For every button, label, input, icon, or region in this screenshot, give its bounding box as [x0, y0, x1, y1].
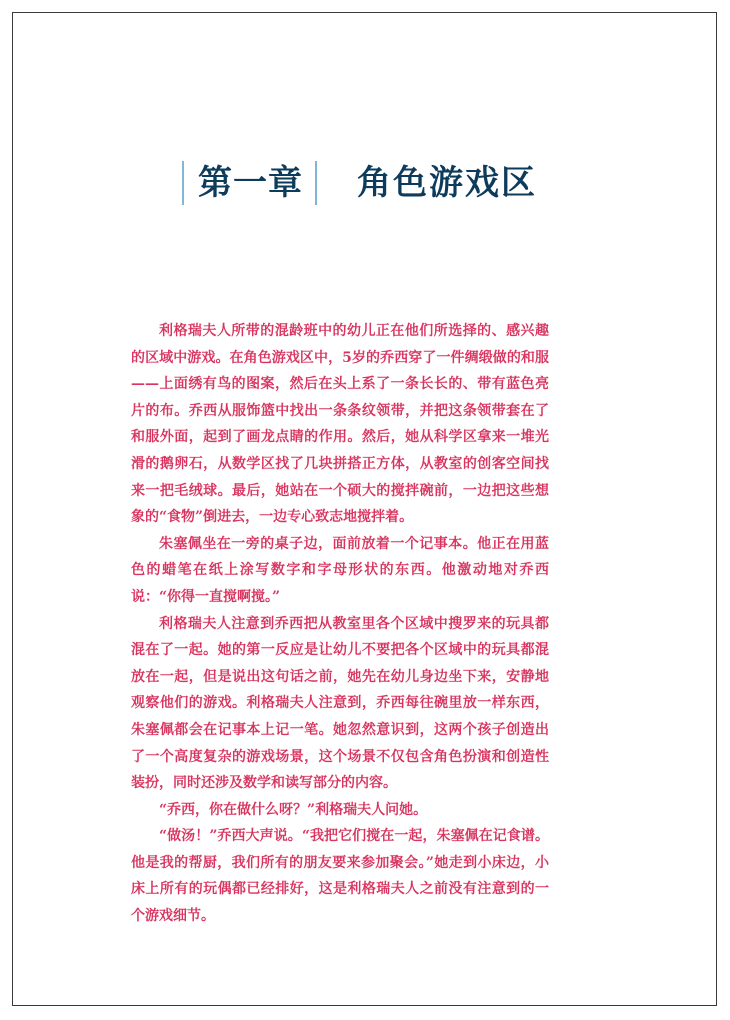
heading-bar-left — [182, 161, 184, 205]
chapter-title: 角色游戏区 — [357, 163, 537, 203]
paragraph: “乔西，你在做什么呀？”利格瑞夫人问她。 — [159, 801, 428, 818]
heading-bar-right — [315, 161, 317, 205]
chapter-heading — [182, 160, 537, 206]
paragraph: 利格瑞夫人所带的混龄班中的幼儿正在他们所选择的、感兴趣的区域中游戏。在角色游戏区中，5岁的乔西穿了一件绸缎做的和服——上面绣有鸟的图案，然后在头上系了一条长长的、带有蓝色亮片的布。乔西从服饰篮中找出一条条纹领带，并把这条领带套在了和服外面，起到了画龙点睛的作用。然后，她从科学区拿来一堆光滑的鹅卵石，从数学区找了几块拼搭正方体，从教室的创客空间找来一把毛绒球。最后，她站在一个硕大的搅拌碗前，一边把这些想象的“食物”倒进去，一边专心致志地搅拌着。 — [131, 323, 549, 526]
chapter-number: 第一章 — [198, 163, 303, 203]
paragraph: 利格瑞夫人注意到乔西把从教室里各个区域中搜罗来的玩具都混在了一起。她的第一反应是让幼儿不要把各个区域中的玩具都混放在一起，但是说出这句话之前，她先在幼儿身边坐下来，安静地观察他们的游戏。利格瑞夫人注意到，乔西每往碗里放一样东西，朱塞佩都会在记事本上记一笔。她忽然意识到，这两个孩子创造出了一个高度复杂的游戏场景，这个场景不仅包含角色扮演和创造性装扮，同时还涉及数学和读写部分的内容。 — [131, 615, 549, 792]
paragraph: 朱塞佩坐在一旁的桌子边，面前放着一个记事本。他正在用蓝色的蜡笔在纸上涂写数字和字母形状的东西。他激动地对乔西说：“你得一直搅啊搅。” — [131, 535, 549, 605]
body-text — [131, 318, 549, 930]
paragraph: “做汤！”乔西大声说。“我把它们搅在一起，朱塞佩在记食谱。他是我的帮厨，我们所有的朋友要来参加聚会。”她走到小床边，小床上所有的玩偶都已经排好，这是利格瑞夫人之前没有注意到的一个游戏细节。 — [131, 828, 549, 925]
